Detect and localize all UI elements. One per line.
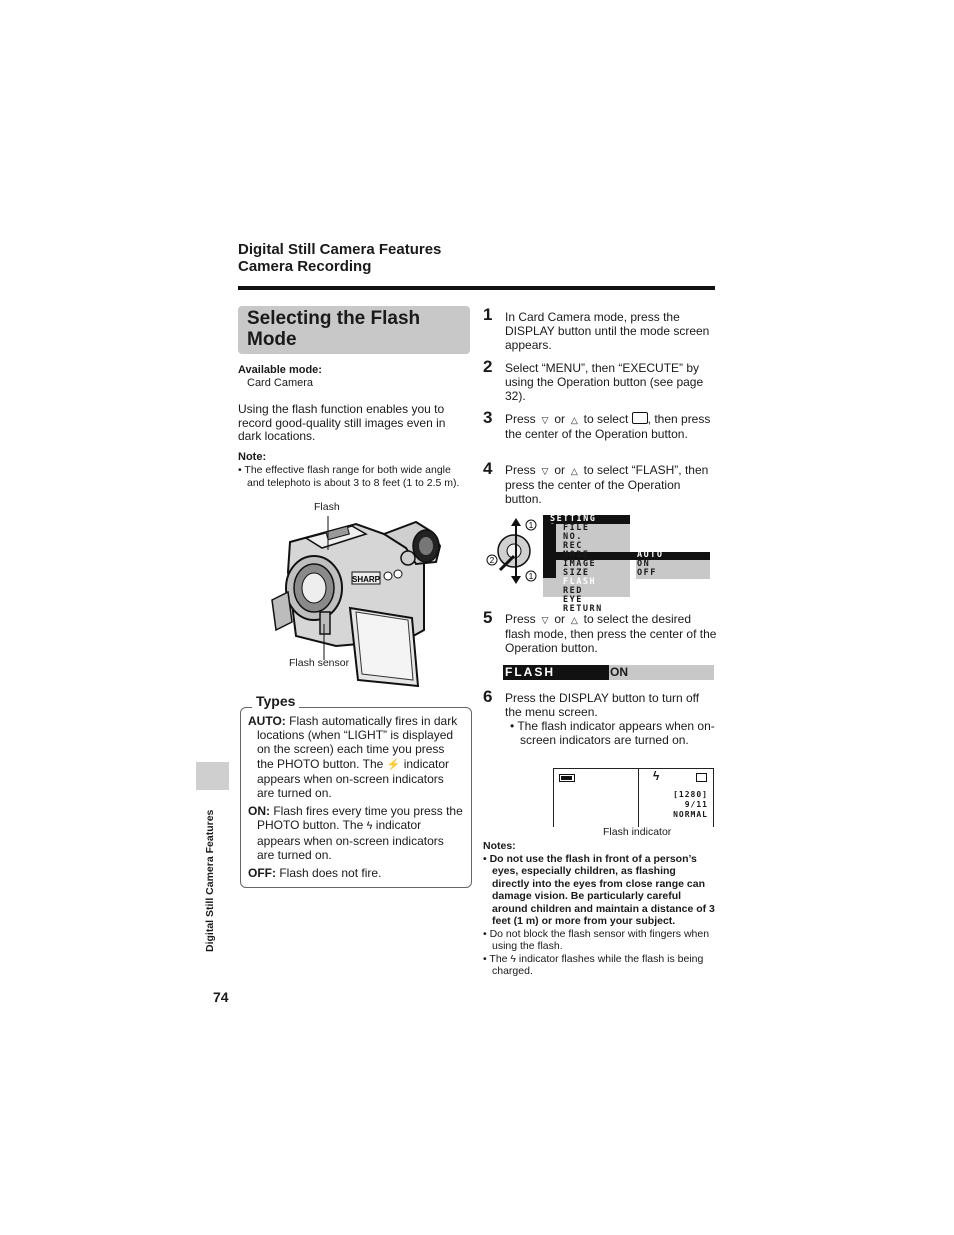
flash-icon: ϟ — [510, 952, 516, 965]
type-off-term: OFF: — [248, 866, 276, 881]
type-off-desc: Flash does not fire. — [279, 866, 382, 881]
menu-option-on[interactable]: ON — [637, 559, 651, 569]
step-3-tail: , then press the center of the Operation button. — [505, 412, 711, 441]
lcd-flash-icon: ϟ — [653, 769, 660, 783]
battery-icon — [559, 774, 575, 782]
note-item-text: The effective flash range for both wide angle and telephoto is about 3 to 8 feet (1 to 2.5 m). — [244, 464, 460, 489]
callout-top: 1 — [528, 521, 534, 530]
type-auto-term: AUTO: — [248, 714, 286, 728]
notes-item-2-text: Do not block the flash sensor with fingers when using the flash. — [489, 927, 710, 952]
menu-items — [563, 524, 603, 614]
down-arrow-icon: ▽ — [539, 615, 551, 625]
step-3-number: 3 — [483, 408, 493, 427]
lcd-count: 9/11 — [684, 800, 708, 809]
step-5-number: 5 — [483, 608, 493, 627]
intro-text: Using the flash function enables you to record good-quality still images even in dark locations. — [238, 402, 446, 443]
step-6-bullet: • The flash indicator appears when on-screen indicators are turned on. — [510, 719, 715, 747]
down-arrow-icon: ▽ — [539, 415, 551, 425]
step-6-bullet-text: The flash indicator appears when on-screen indicators are turned on. — [517, 719, 715, 747]
step-3-mid: or — [554, 412, 565, 426]
step-6-number: 6 — [483, 687, 493, 706]
type-on — [248, 804, 464, 862]
sidebar-label: Digital Still Camera Features — [204, 809, 216, 952]
step-5-post: to select the desired flash mode, then press the center of the Operation button. — [505, 612, 717, 655]
type-auto — [248, 714, 464, 800]
notes-item-3: • The ϟ indicator flashes while the flash is being charged. — [483, 952, 704, 977]
menu-item-return[interactable]: RETURN — [563, 604, 603, 614]
notes-bold-item-text: Do not use the flash in front of a person’s eyes, especially children, as flashing directly into the eyes from close range can damage vision. Be particularly careful around children and maintain a distance of 3 feet (1 m) or more from your subject. — [489, 852, 715, 927]
type-on-desc2: indicator appears when on-screen indicators are turned on. — [257, 818, 444, 862]
type-auto-desc2: indicator appears when on-screen indicators are turned on. — [257, 756, 450, 801]
types-list — [248, 714, 464, 880]
flash-indicator-caption: Flash indicator — [603, 826, 672, 838]
step-5-pre: Press — [505, 612, 536, 626]
step-3-text — [505, 412, 717, 441]
types-title: Types — [252, 693, 299, 709]
menu-item-flash[interactable]: FLASH — [563, 577, 597, 587]
menu-title: SETTING — [550, 514, 597, 524]
step-3-post: to select — [583, 412, 629, 426]
page-number: 74 — [213, 989, 229, 1005]
card-icon — [696, 773, 707, 782]
camcorder-illustration — [266, 512, 446, 692]
lcd-divider — [638, 769, 639, 827]
flash-icon: ϟ — [366, 820, 373, 833]
flash-setting-label: FLASH — [503, 665, 609, 680]
notes-item-2: • Do not block the flash sensor with fingers when using the flash. — [483, 927, 710, 952]
menu-item-rec-mode[interactable]: REC MODE — [563, 541, 590, 560]
type-on-desc: Flash fires every time you press the PHOTO button. The — [257, 804, 463, 833]
available-mode-value: Card Camera — [247, 377, 314, 389]
menu-item-image-size[interactable]: IMAGE SIZE — [563, 559, 597, 578]
type-auto-desc: Flash automatically fires in dark locations (when “LIGHT” is displayed on the screen) each time you press the PHOTO button. The — [257, 714, 458, 771]
step-1-number: 1 — [483, 305, 493, 324]
operation-button-diagram — [486, 516, 544, 586]
step-4-pre: Press — [505, 463, 536, 477]
chapter-header — [238, 241, 441, 275]
step-6-text: Press the DISPLAY button to turn off the menu screen. — [505, 691, 700, 719]
up-arrow-icon: △ — [568, 415, 581, 425]
down-arrow-icon: ▽ — [539, 466, 551, 476]
notes-item-3-post: indicator flashes while the flash is being charged. — [492, 952, 704, 977]
flash-setting-bar — [503, 665, 714, 680]
note-label: Note: — [238, 451, 267, 463]
step-2-number: 2 — [483, 357, 493, 376]
section-subtitle: Camera Recording — [238, 258, 372, 275]
type-off — [248, 866, 464, 880]
menu-item-file-no[interactable]: FILE NO. — [563, 523, 590, 542]
auto-flash-icon: ⚡ — [386, 758, 401, 771]
step-4-post: to select “FLASH”, then press the center of the Operation button. — [505, 463, 709, 506]
lcd-quality: NORMAL — [673, 810, 708, 819]
step-5-mid: or — [554, 612, 565, 626]
flash-setting-value: ON — [610, 665, 628, 679]
type-on-term: ON: — [248, 804, 270, 819]
step-3-pre: Press — [505, 412, 536, 426]
menu-icon-column — [543, 524, 556, 578]
callout-bottom: 1 — [528, 572, 534, 581]
notes-item-3-pre: The — [489, 952, 508, 965]
callout-left: 2 — [489, 556, 495, 565]
menu-item-red-eye[interactable]: RED EYE — [563, 586, 583, 605]
lcd-image-size: [1280] — [673, 790, 708, 799]
sidebar-tab — [196, 762, 229, 790]
notes-bold-item: • Do not use the flash in front of a person’s eyes, especially children, as flashing directly into the eyes from close range can damage vision. Be particularly careful around children and maintain a distance of 3 feet (1 m) or more from your subject. — [483, 852, 715, 927]
step-4-mid: or — [554, 463, 565, 477]
section-title: Selecting the Flash Mode — [247, 308, 421, 350]
section-title-box — [238, 306, 470, 354]
available-mode — [238, 364, 322, 390]
flash-label: Flash — [314, 501, 340, 513]
brand-text: SHARP — [351, 575, 381, 584]
menu-option-auto[interactable]: AUTO — [637, 550, 664, 560]
lcd-readout — [673, 790, 708, 820]
chapter-title: Digital Still Camera Features — [238, 241, 442, 258]
note-block — [238, 451, 470, 489]
step-2-text: Select “MENU”, then “EXECUTE” by using the Operation button (see page 32). — [505, 361, 704, 403]
step-4-number: 4 — [483, 459, 493, 478]
step-1-text: In Card Camera mode, press the DISPLAY button until the mode screen appears. — [505, 310, 710, 352]
menu-options — [637, 551, 663, 578]
up-arrow-icon: △ — [568, 615, 581, 625]
notes-label: Notes: — [483, 840, 516, 852]
up-arrow-icon: △ — [568, 466, 581, 476]
notes-block — [483, 840, 716, 978]
step-4-text — [505, 463, 717, 506]
flash-sensor-label: Flash sensor — [289, 657, 350, 669]
card-camera-icon — [632, 412, 648, 424]
lcd-screen — [553, 768, 714, 827]
note-item: • The effective flash range for both wide angle and telephoto is about 3 to 8 feet (1 to 2.5 m). — [238, 464, 460, 489]
step-5-text — [505, 612, 717, 655]
available-mode-label: Available mode: — [238, 364, 322, 376]
header-rule — [238, 286, 715, 290]
menu-option-off[interactable]: OFF — [637, 568, 657, 578]
